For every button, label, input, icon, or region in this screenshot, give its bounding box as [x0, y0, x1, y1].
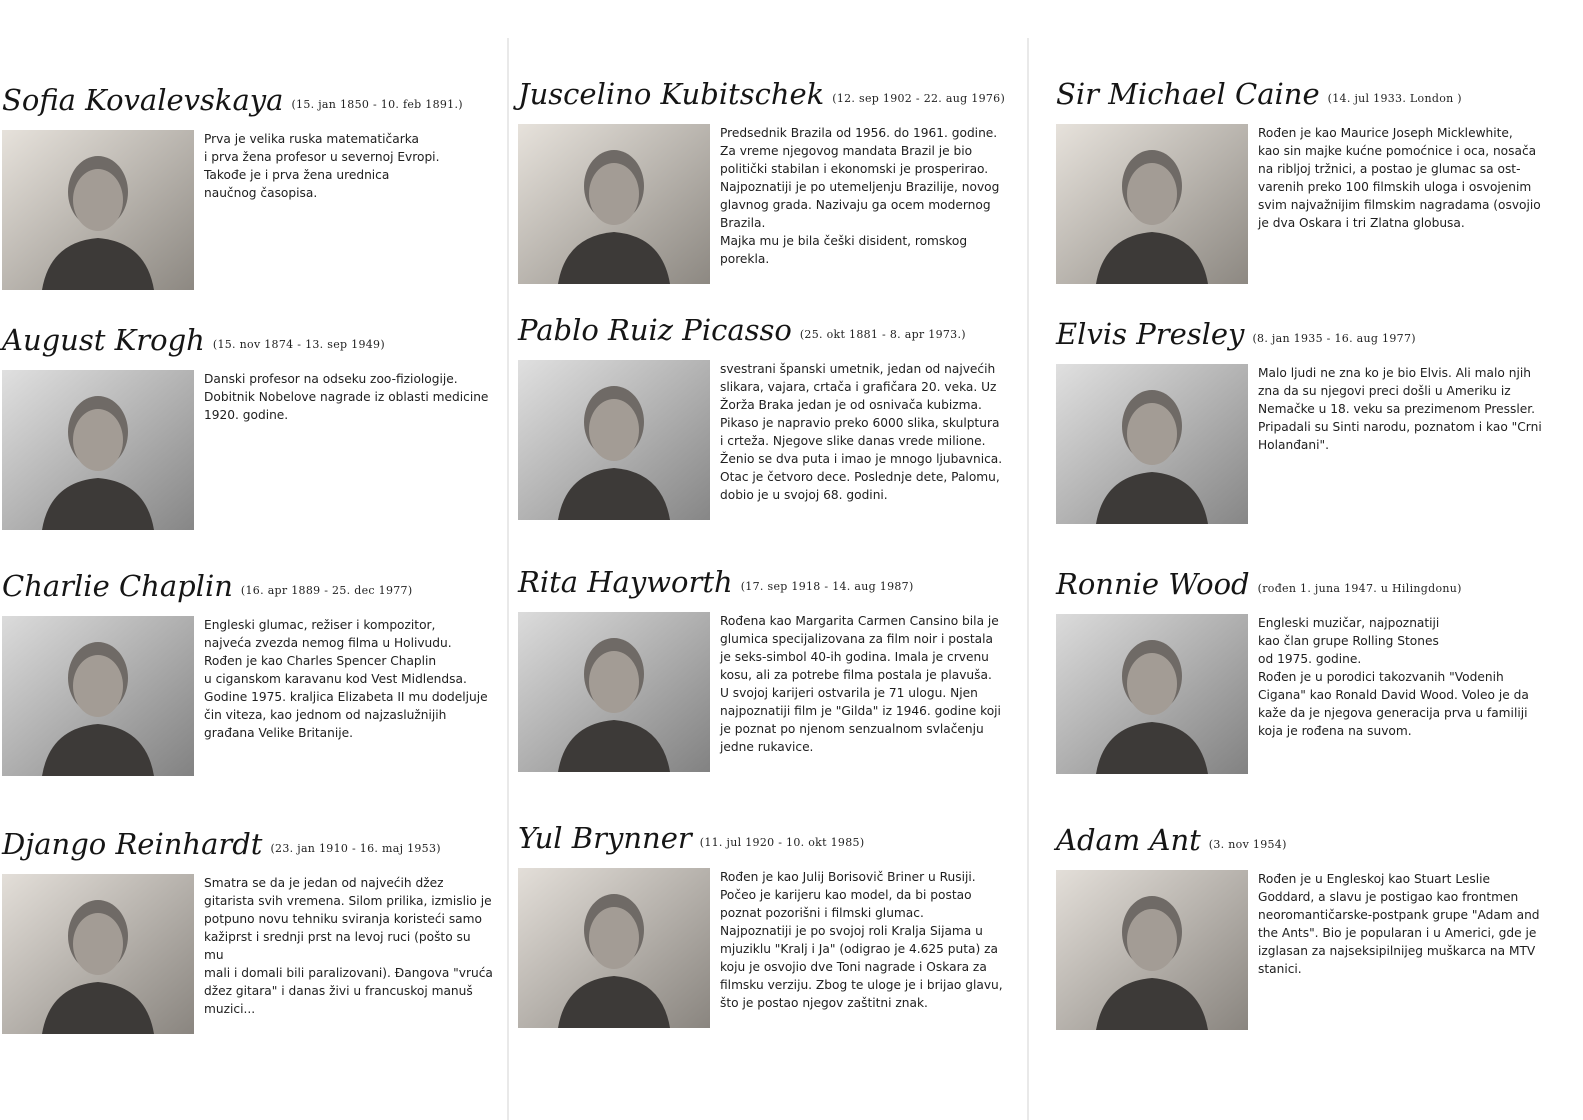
bio-text: Engleski glumac, režiser i kompozitor, najveća zvezda nemog filma u Holivudu. Rođen je kao Charles Spencer Chaplin u ciganskom karavanu kod Vest Midlendsa. Godine 1975. kraljica Elizabeta II mu dodeljuje čin viteza, kao jednom od najzaslužnijih građana Velike Britanije. [204, 618, 488, 740]
bio-card [2, 568, 512, 808]
bio-dates: (14. jul 1933. London ) [1327, 92, 1462, 105]
portrait-photo-icon [1056, 364, 1248, 524]
bio-text: Rođen je u Engleskoj kao Stuart Leslie Goddard, a slavu je postigao kao frontmen neoromantičarske-postpank grupe "Adam and the Ants". Bio je popularan i u Americi, gde je izglasan za najseksipilnijeg muškarca na MTV stanici. [1258, 872, 1540, 976]
bio-name: Django Reinhardt (23. jan 1910 - 16. maj 1953) [2, 827, 441, 861]
bio-name: Charlie Chaplin (16. apr 1889 - 25. dec 1977) [2, 569, 413, 603]
bio-text: Rođen je kao Maurice Joseph Micklewhite, kao sin majke kućne pomoćnice i oca, nosača na ribljoj tržnici, a postao je glumac sa ost- varenih preko 100 filmskih uloga i osvojenim svim najvažnijim filmskim nagradama (osvojio je dva Oskara i tri Zlatna globusa. [1258, 126, 1541, 230]
bio-dates: (15. jan 1850 - 10. feb 1891.) [291, 98, 463, 111]
bio-dates: (11. jul 1920 - 10. okt 1985) [699, 836, 865, 849]
bio-dates: (15. nov 1874 - 13. sep 1949) [212, 338, 385, 351]
bio-name: Juscelino Kubitschek (12. sep 1902 - 22. aug 1976) [518, 77, 1006, 111]
bio-name: Rita Hayworth (17. sep 1918 - 14. aug 1987) [518, 565, 914, 599]
bio-name: August Krogh (15. nov 1874 - 13. sep 1949) [2, 323, 385, 357]
bio-card [518, 820, 1028, 1060]
bio-card [2, 82, 512, 322]
bio-dates: (17. sep 1918 - 14. aug 1987) [740, 580, 914, 593]
bio-card [1056, 76, 1566, 316]
bio-card [2, 322, 512, 562]
bio-text: Rođen je kao Julij Borisovič Briner u Rusiji. Počeo je karijeru kao model, da bi postao poznat pozorišni i filmski glumac. Najpoznatiji je po svojoj roli Kralja Sijama u mjuziklu "Kralj i Ja" (odigrao je 4.625 puta) za koju je osvojio dve Toni nagrade i Oskara za filmsku verziju. Zbog te uloge je i brijao glavu, što je postao njegov zaštitni znak. [720, 870, 1003, 1010]
bio-card [2, 826, 512, 1066]
bio-card [1056, 316, 1566, 556]
bio-card [518, 312, 1028, 552]
portrait-photo-icon [518, 612, 710, 772]
bio-dates: (25. okt 1881 - 8. apr 1973.) [799, 328, 966, 341]
bio-card [1056, 566, 1566, 806]
bio-text: Engleski muzičar, najpoznatiji kao član grupe Rolling Stones od 1975. godine. Rođen je u porodici takozvanih "Vodenih Cigana" kao Ronald David Wood. Voleo je da kaže da je njegova generacija prva u familiji koja je rođena na suvom. [1258, 616, 1529, 738]
bio-name: Sofia Kovalevskaya (15. jan 1850 - 10. feb 1891.) [2, 83, 463, 117]
bio-text: Smatra se da je jedan od najvećih džez gitarista svih vremena. Silom prilika, izmislio je potpuno novu tehniku sviranja koristeći samo kažiprst i srednji prst na levoj ruci (pošto su mu mali i domali bili paralizovani). Đangova "vruća džez gitara" i danas živi u francuskoj manuš muzici... [204, 876, 493, 1016]
bio-text: Rođena kao Margarita Carmen Cansino bila je glumica specijalizovana za film noir i postala je seks-simbol 40-ih godina. Imala je crvenu kosu, ali za potrebe filma postala je plavuša. U svojoj karijeri ostvarila je 71 ulogu. Njen najpoznatiji film je "Gilda" iz 1946. godine koji je poznat po njenom senzualnom svlačenju jedne rukavice. [720, 614, 1001, 754]
bio-name: Ronnie Wood (rođen 1. juna 1947. u Hilingdonu) [1056, 567, 1462, 601]
bio-dates: (rođen 1. juna 1947. u Hilingdonu) [1257, 582, 1462, 595]
bio-card [1056, 822, 1566, 1062]
portrait-photo-icon [2, 130, 194, 290]
bio-card [518, 564, 1028, 804]
bio-text: Prva je velika ruska matematičarka i prva žena profesor u severnoj Evropi. Takođe je i prva žena urednica naučnog časopisa. [204, 132, 440, 200]
bio-card [518, 76, 1028, 316]
portrait-photo-icon [1056, 124, 1248, 284]
portrait-photo-icon [518, 868, 710, 1028]
bio-name: Sir Michael Caine (14. jul 1933. London ) [1056, 77, 1462, 111]
bio-dates: (16. apr 1889 - 25. dec 1977) [240, 584, 413, 597]
portrait-photo-icon [518, 360, 710, 520]
portrait-photo-icon [1056, 614, 1248, 774]
portrait-photo-icon [518, 124, 710, 284]
portrait-photo-icon [2, 616, 194, 776]
bio-name: Pablo Ruiz Picasso (25. okt 1881 - 8. apr 1973.) [518, 313, 966, 347]
bio-text: svestrani španski umetnik, jedan od najvećih slikara, vajara, crtača i grafičara 20. veka. Uz Žorža Braka jedan je od osnivača kubizma. Pikaso je napravio preko 6000 slika, skulptura i crteža. Njegove slike danas vrede milione. Ženio se dva puta i imao je mnogo ljubavnica. Otac je četvoro dece. Poslednje dete, Palomu, dobio je u svojoj 68. godini. [720, 362, 1003, 502]
bio-dates: (23. jan 1910 - 16. maj 1953) [270, 842, 441, 855]
portrait-photo-icon [2, 370, 194, 530]
bio-dates: (8. jan 1935 - 16. aug 1977) [1252, 332, 1416, 345]
bio-name: Yul Brynner (11. jul 1920 - 10. okt 1985) [518, 821, 865, 855]
portrait-photo-icon [2, 874, 194, 1034]
bio-name: Adam Ant (3. nov 1954) [1056, 823, 1287, 857]
bio-dates: (12. sep 1902 - 22. aug 1976) [832, 92, 1006, 105]
bio-text: Predsednik Brazila od 1956. do 1961. godine. Za vreme njegovog mandata Brazil je bio politički stabilan i ekonomski je prosperirao. Najpoznatiji je po utemeljenju Brazilije, novog glavnog grada. Nazivaju ga ocem modernog Brazila. Majka mu je bila češki disident, romskog porekla. [720, 126, 1000, 266]
bio-name: Elvis Presley (8. jan 1935 - 16. aug 1977) [1056, 317, 1416, 351]
bio-text: Malo ljudi ne zna ko je bio Elvis. Ali malo njih zna da su njegovi preci došli u Ameriku iz Nemačke u 18. veku sa prezimenom Pressler. Pripadali su Sinti narodu, poznatom i kao "Crni Holanđani". [1258, 366, 1542, 452]
bio-dates: (3. nov 1954) [1208, 838, 1287, 851]
portrait-photo-icon [1056, 870, 1248, 1030]
bio-text: Danski profesor na odseku zoo-fiziologije. Dobitnik Nobelove nagrade iz oblasti medicine 1920. godine. [204, 372, 489, 422]
